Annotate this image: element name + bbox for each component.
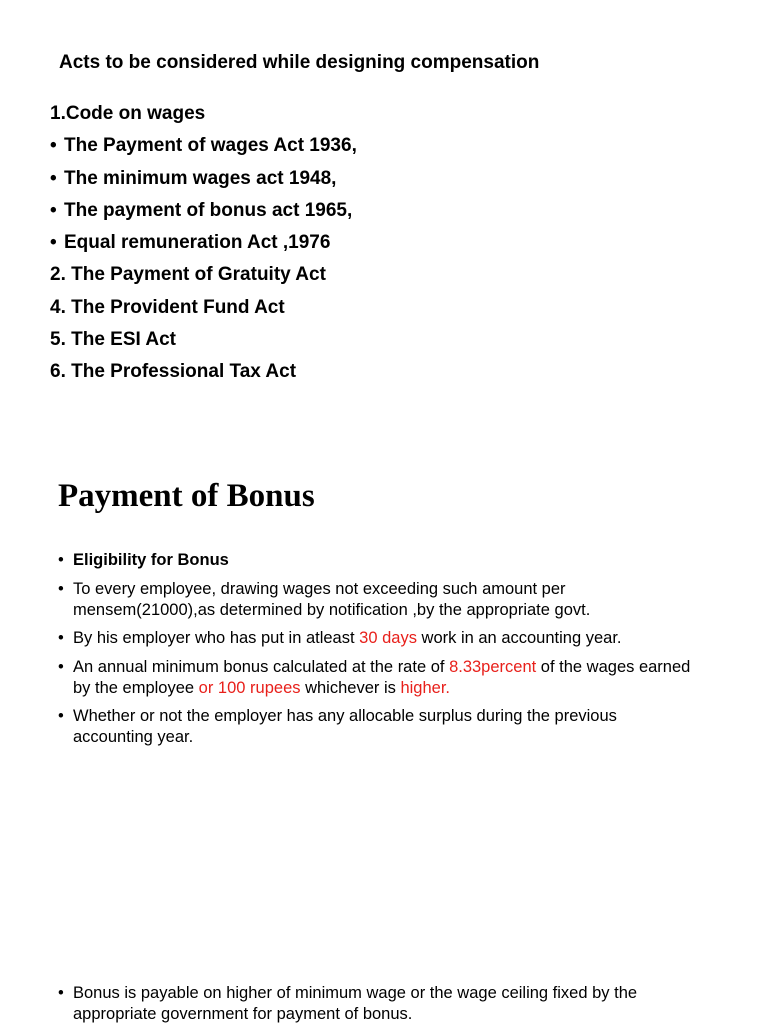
bullet-marker: • (58, 579, 64, 598)
bullet-marker: • (58, 551, 64, 569)
bullet-marker: • (50, 199, 57, 221)
bonus-list-item (58, 550, 698, 571)
highlight-text: or 100 rupees (198, 678, 301, 697)
bonus-item-text: An annual minimum bonus calculated at the rate of (73, 657, 450, 676)
bonus-item-text: work in an accounting year. (416, 629, 622, 647)
bonus-list-item (58, 628, 698, 649)
acts-item-text: 1.Code on wages (50, 103, 206, 124)
bonus-item-text: of the wages earned by the employee (73, 657, 691, 697)
bonus-payable-list (58, 983, 718, 1025)
eligibility-heading: Eligibility for Bonus (73, 551, 229, 569)
acts-list-item (50, 358, 357, 390)
acts-item-text: 6. The Professional Tax Act (50, 361, 297, 383)
bonus-list-item (58, 706, 698, 748)
acts-list (50, 100, 357, 391)
acts-item-text: The payment of bonus act 1965, (64, 199, 353, 221)
bonus-list-item (58, 657, 698, 699)
acts-item-text: 2. The Payment of Gratuity Act (50, 264, 326, 286)
highlight-text: 8.33percent (449, 657, 537, 676)
acts-item-text: Equal remuneration Act ,1976 (64, 232, 331, 254)
bonus-item-text: Whether or not the employer has any allocable surplus during the previous accounting year. (73, 707, 617, 746)
acts-list-item (50, 132, 357, 164)
acts-list-item (50, 294, 357, 326)
acts-item-text: 5. The ESI Act (50, 329, 176, 351)
acts-list-item (50, 229, 357, 261)
bonus-list-item (58, 579, 698, 621)
acts-item-text: The Payment of wages Act 1936, (64, 135, 357, 157)
acts-heading: Acts to be considered while designing compensation (59, 52, 540, 73)
acts-list-item (50, 165, 357, 197)
bonus-item-text: By his employer who has put in atleast (73, 629, 360, 647)
bonus-list (58, 550, 698, 756)
bullet-marker: • (58, 657, 64, 676)
bullet-marker: • (58, 984, 64, 1002)
acts-list-item (50, 197, 357, 229)
acts-list-item (50, 326, 357, 358)
bullet-marker: • (58, 707, 64, 725)
acts-list-item (50, 100, 357, 132)
bullet-marker: • (50, 135, 57, 157)
acts-item-text: The minimum wages act 1948, (64, 167, 337, 189)
bullet-marker: • (50, 232, 57, 254)
bullet-marker: • (50, 167, 57, 189)
acts-list-item (50, 261, 357, 293)
bonus-payable-item (58, 983, 718, 1025)
bonus-payable-text: Bonus is payable on higher of minimum wage or the wage ceiling fixed by the appropriate government for payment of bonus. (73, 984, 638, 1023)
bonus-title: Payment of Bonus (58, 478, 315, 514)
bonus-item-text: whichever is (300, 678, 401, 697)
acts-item-text: 4. The Provident Fund Act (50, 296, 285, 318)
bullet-marker: • (58, 629, 64, 647)
bonus-item-text: To every employee, drawing wages not exceeding such amount per mensem(21000),as determined by notification ,by the appropriate govt. (73, 579, 591, 619)
highlight-text: higher. (400, 678, 450, 697)
highlight-text: 30 days (359, 629, 417, 647)
